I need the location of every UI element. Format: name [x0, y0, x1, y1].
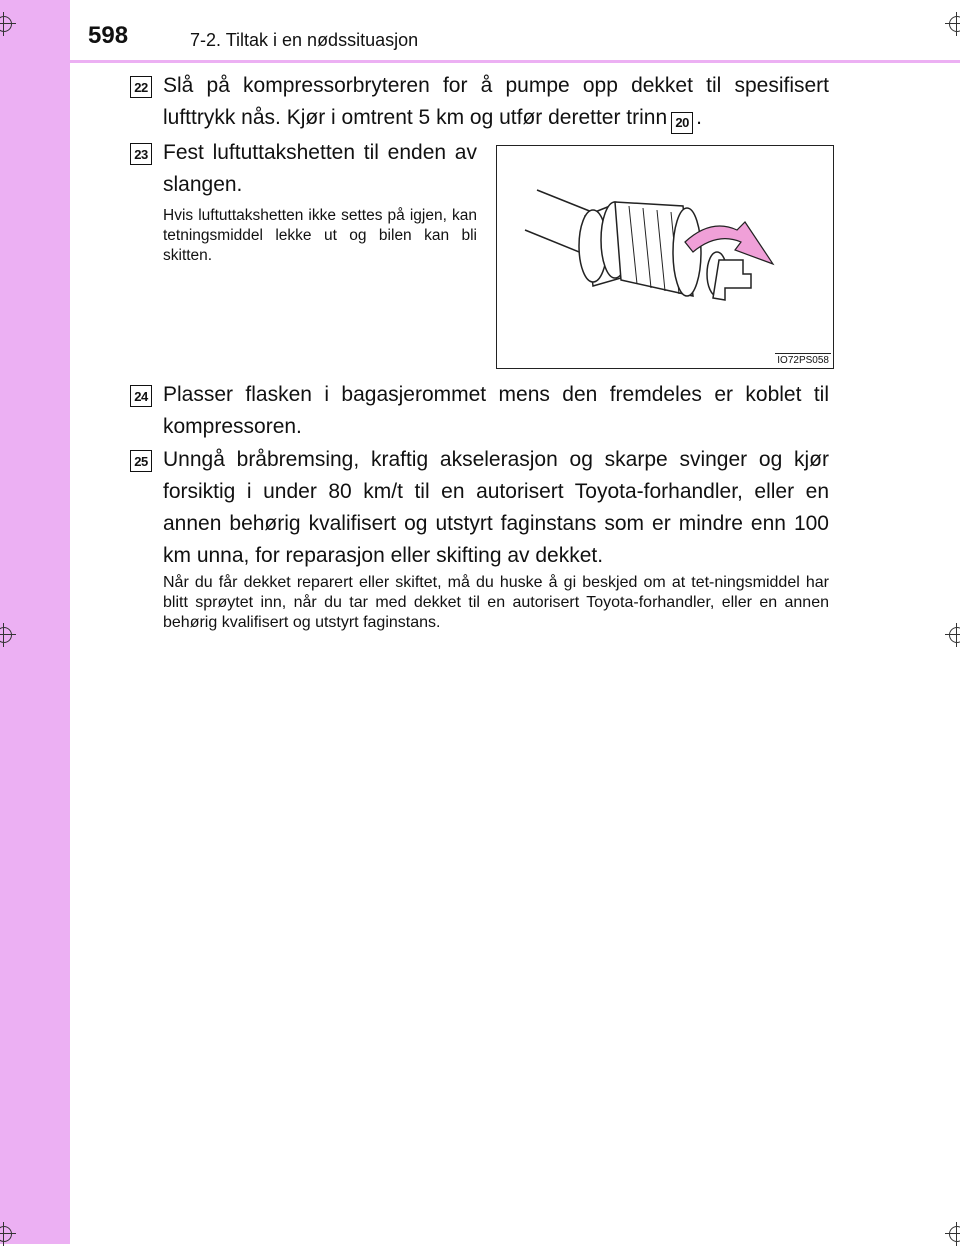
step-note: Hvis luftuttakshetten ikke settes på igjen, kan tetningsmiddel lekke ut og bilen kan bli skitten.	[163, 207, 477, 264]
step-badge: 24	[130, 385, 152, 407]
step-badge: 22	[130, 76, 152, 98]
figure-label: IO72PS058	[777, 355, 829, 366]
step-text	[163, 70, 829, 134]
figure-illustration	[496, 145, 834, 369]
section-title: 7-2. Tiltak i en nødssituasjon	[190, 30, 419, 50]
step-badge: 23	[130, 143, 152, 165]
step-text: Fest luftuttakshetten til enden av slangen.	[163, 141, 477, 196]
step-text-end: .	[696, 106, 702, 129]
step-text-main: Slå på kompressorbryteren for å pumpe opp dekket til spesifisert lufttrykk nås. Kjør i omtrent 5 km og utfør deretter trinn	[163, 74, 829, 129]
registration-mark-icon	[945, 623, 960, 647]
page-sidebar	[0, 0, 70, 1244]
hose-cap-illustration	[497, 146, 833, 368]
registration-mark-icon	[0, 1222, 16, 1246]
registration-mark-icon	[945, 12, 960, 36]
page-number: 598	[88, 22, 129, 49]
step-text: Plasser flasken i bagasjerommet mens den fremdeles er koblet til kompressoren.	[163, 383, 829, 438]
step-reference-badge: 20	[671, 112, 693, 134]
registration-mark-icon	[0, 12, 16, 36]
step-badge: 25	[130, 450, 152, 472]
registration-mark-icon	[0, 623, 16, 647]
step-note: Når du får dekket reparert eller skiftet, må du huske å gi beskjed om at tet-ningsmiddel har blitt sprøytet inn, når du tar med dekket til en autorisert Toyota-forhandler, eller en annen behørig kvalifisert og utstyrt faginstans.	[163, 574, 829, 631]
step-text: Unngå bråbremsing, kraftig akselerasjon og skarpe svinger og kjør forsiktig i under 80 km/t til en autorisert Toyota-forhandler, eller en annen behørig kvalifisert og utstyrt faginstans som er mindre enn 100 km unna, for reparasjon eller skifting av dekket.	[163, 448, 829, 567]
header-divider	[70, 60, 960, 63]
registration-mark-icon	[945, 1222, 960, 1246]
